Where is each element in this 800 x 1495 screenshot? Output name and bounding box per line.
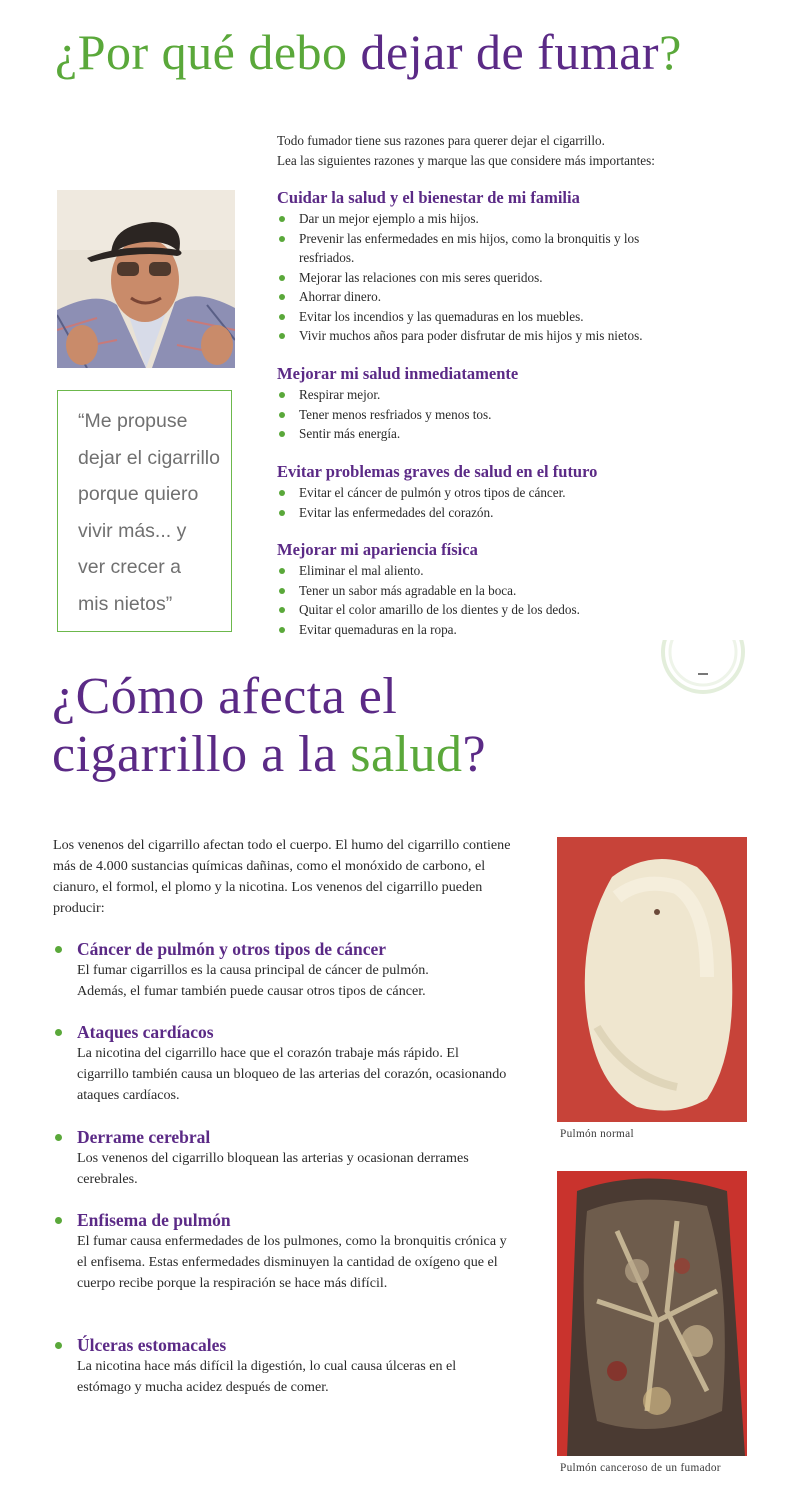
- section-heading: Evitar problemas graves de salud en el futuro: [277, 462, 598, 481]
- section-heading: Mejorar mi apariencia física: [277, 540, 478, 559]
- title2-green-word: salud: [350, 726, 463, 783]
- list-item: Evitar los incendios y las quemaduras en los muebles.: [277, 307, 737, 327]
- effect-heart-attack: [53, 1021, 513, 1106]
- list-item: Tener un sabor más agradable en la boca.: [277, 581, 737, 601]
- bullet: [55, 1134, 62, 1141]
- effect-heading: Úlceras estomacales: [77, 1335, 227, 1355]
- title2-question-mark: ?: [462, 726, 487, 783]
- page-title: [55, 22, 682, 82]
- title-open: ¿Por qué: [55, 24, 249, 80]
- reason-section-future: [277, 461, 737, 522]
- caption-normal-lung: Pulmón normal: [560, 1128, 634, 1140]
- list-item: Ahorrar dinero.: [277, 287, 737, 307]
- title-green-word: debo: [248, 24, 348, 80]
- intro-text: [277, 131, 737, 170]
- effect-ulcers: [53, 1334, 513, 1398]
- reason-section-health-now: [277, 363, 737, 444]
- intro-line-1: Todo fumador tiene sus razones para querer dejar el cigarrillo.: [277, 133, 605, 148]
- normal-lung-image: [557, 837, 747, 1122]
- list-item: Evitar las enfermedades del corazón.: [277, 503, 737, 523]
- list-item: Mejorar las relaciones con mis seres queridos.: [277, 268, 737, 288]
- effect-heading: Derrame cerebral: [77, 1127, 211, 1147]
- elderly-man-photo: [57, 190, 235, 368]
- effect-text: La nicotina hace más difícil la digestión, lo cual causa úlceras en el estómago y mucha acidez después de comer.: [77, 1358, 457, 1395]
- list-item: Eliminar el mal aliento.: [277, 561, 737, 581]
- effects-intro: Los venenos del cigarrillo afectan todo el cuerpo. El humo del cigarrillo contiene más de 4.000 sustancias químicas dañinas, como el monóxido de carbono, el cianuro, el formol, el plomo y la nicotina. Los venenos del cigarrillo pueden producir:: [53, 837, 511, 916]
- effect-cancer: [53, 938, 513, 1002]
- effect-heading: Enfisema de pulmón: [77, 1210, 231, 1230]
- caption-cancerous-lung: Pulmón canceroso de un fumador: [560, 1462, 721, 1474]
- bullet: [55, 1342, 62, 1349]
- effect-text: El fumar cigarrillos es la causa principal de cáncer de pulmón. Además, el fumar también puede causar otros tipos de cáncer.: [77, 962, 429, 999]
- reason-section-appearance: [277, 539, 737, 639]
- list-item: Dar un mejor ejemplo a mis hijos.: [277, 209, 737, 229]
- bullet: [55, 1029, 62, 1036]
- list-item: Sentir más energía.: [277, 424, 737, 444]
- list-item: Evitar el cáncer de pulmón y otros tipos de cáncer.: [277, 483, 737, 503]
- effect-heading: Ataques cardíacos: [77, 1022, 214, 1042]
- effect-text: Los venenos del cigarrillo bloquean las arterias y ocasionan derrames cerebrales.: [77, 1150, 469, 1187]
- title2-line2: cigarrillo a la: [52, 726, 351, 783]
- effect-emphysema: [53, 1209, 513, 1294]
- section-title: [52, 668, 486, 784]
- reason-section-family: [277, 187, 737, 346]
- list-item: Quitar el color amarillo de los dientes y de los dedos.: [277, 600, 737, 620]
- section-heading: Cuidar la salud y el bienestar de mi familia: [277, 188, 580, 207]
- list-item: Tener menos resfriados y menos tos.: [277, 405, 737, 425]
- effect-stroke: [53, 1126, 513, 1190]
- list-item: Respirar mejor.: [277, 385, 737, 405]
- title-question-mark: ?: [659, 24, 682, 80]
- bullet: [55, 1217, 62, 1224]
- list-item: Vivir muchos años para poder disfrutar de mis hijos y mis nietos.: [277, 326, 737, 346]
- effect-heading: Cáncer de pulmón y otros tipos de cáncer: [77, 939, 386, 959]
- title-rest: dejar de fumar: [347, 24, 660, 80]
- section-heading: Mejorar mi salud inmediatamente: [277, 364, 519, 383]
- quote-box: [57, 390, 232, 632]
- cancerous-lung-image: [557, 1171, 747, 1456]
- list-item: Evitar quemaduras en la ropa.: [277, 620, 737, 640]
- title2-line1: ¿Cómo afecta el: [52, 668, 398, 725]
- quote-text: “Me propuse dejar el cigarrillo porque quiero vivir más... y ver crecer a mis nietos”: [78, 410, 220, 615]
- intro-line-2: Lea las siguientes razones y marque las que considere más importantes:: [277, 152, 655, 168]
- effect-text: La nicotina del cigarrillo hace que el corazón trabaje más rápido. El cigarrillo también causa un bloqueo de las arterias del corazón, ocasionando ataques cardíacos.: [77, 1045, 507, 1103]
- list-item: Prevenir las enfermedades en mis hijos, como la bronquitis y los resfriados.: [277, 229, 649, 268]
- bullet: [55, 946, 62, 953]
- effect-text: El fumar causa enfermedades de los pulmones, como la bronquitis crónica y el enfisema. Estas enfermedades disminuyen la cantidad de oxígeno que el cuerpo recibe porque la respiración se hace más difícil.: [77, 1233, 507, 1291]
- decorative-circle: [660, 640, 750, 708]
